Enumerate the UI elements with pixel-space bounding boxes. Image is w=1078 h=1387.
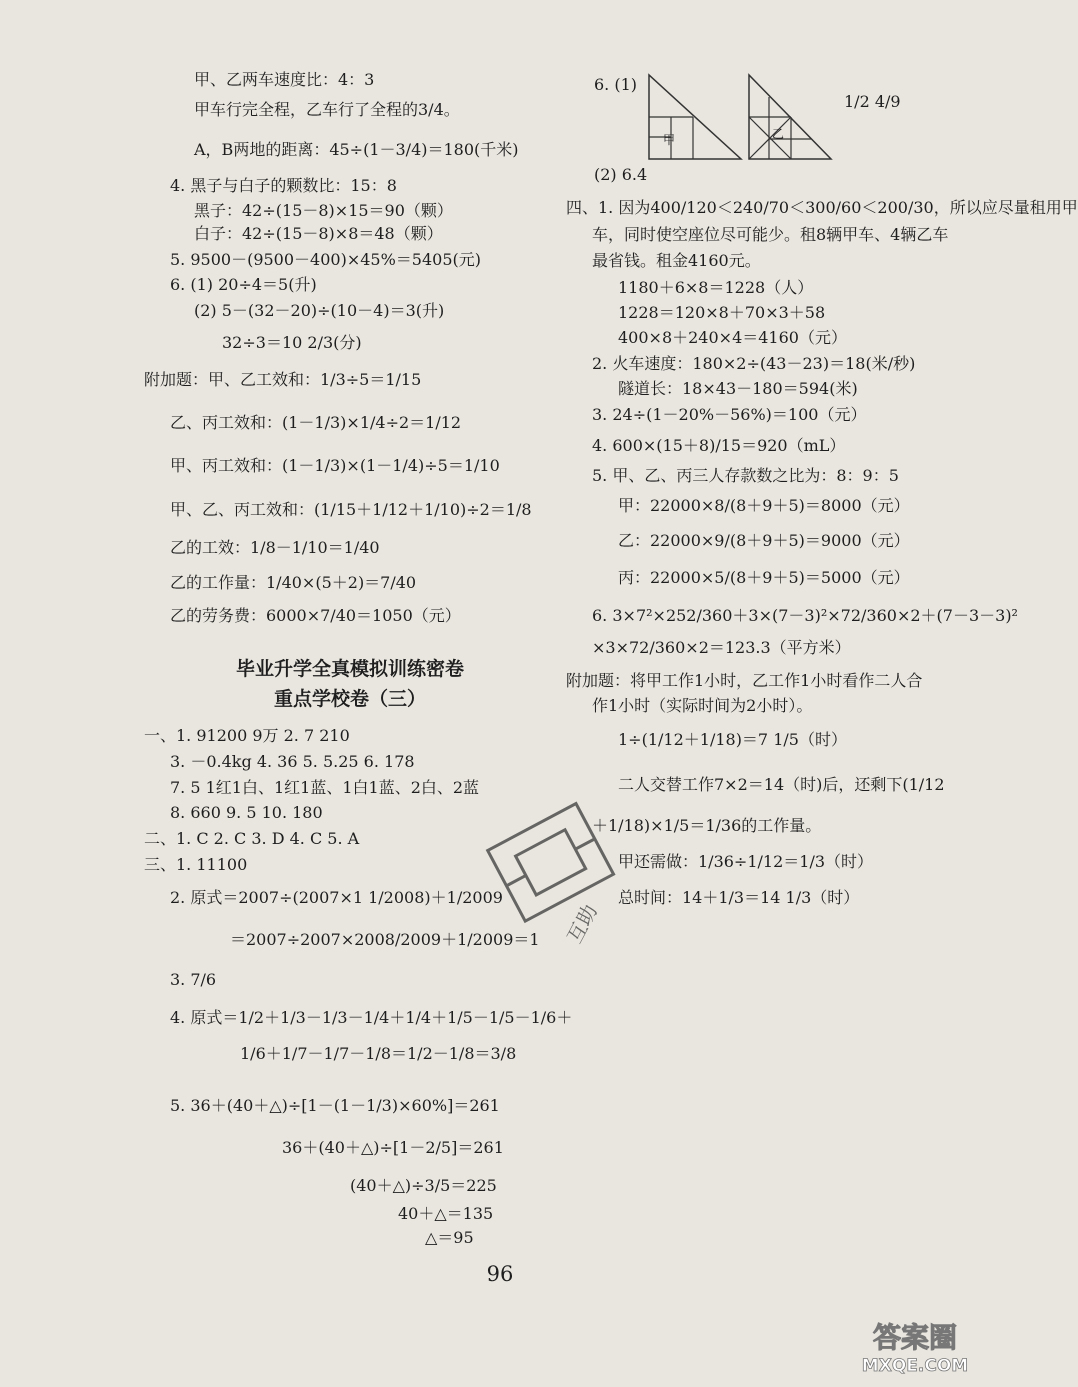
- text-line: 丙：22000×5/(8＋9＋5)＝5000（元）: [618, 568, 910, 587]
- text-line: 1/6＋1/7－1/7－1/8＝1/2－1/8＝3/8: [240, 1044, 517, 1063]
- text-line: ＝2007÷2007×2008/2009＋1/2009＝1: [230, 930, 540, 949]
- text-line: 6. (1): [594, 75, 638, 94]
- watermark-logo: [845, 1317, 985, 1377]
- watermark-url: MXQE.COM: [861, 1356, 969, 1376]
- text-line: 2. 火车速度：180×2÷(43－23)＝18(米/秒): [592, 354, 916, 373]
- text-line: 6. 3×7²×252/360＋3×(7－3)²×72/360×2＋(7－3－3)²: [592, 606, 1018, 625]
- figure-label: 乙: [772, 127, 785, 141]
- text-line: 36＋(40＋△)÷[1－2/5]＝261: [282, 1138, 504, 1157]
- text-line: 4. 原式＝1/2＋1/3－1/3－1/4＋1/4＋1/5－1/5－1/6＋: [170, 1008, 573, 1027]
- text-line: 8. 660 9. 5 10. 180: [170, 803, 323, 822]
- text-line: 1228＝120×8＋70×3＋58: [618, 303, 826, 322]
- text-line: 最省钱。租金4160元。: [592, 251, 761, 270]
- text-line: ＋1/18)×1/5＝1/36的工作量。: [592, 816, 822, 835]
- text-line: 7. 5 1红1白、1红1蓝、1白1蓝、2白、2蓝: [170, 778, 480, 797]
- text-line: 乙的劳务费：6000×7/40＝1050（元）: [170, 606, 461, 625]
- text-line: 2. 原式＝2007÷(2007×1 1/2008)＋1/2009: [170, 888, 503, 907]
- text-line: 二、1. C 2. C 3. D 4. C 5. A: [144, 829, 360, 848]
- stamp-text: 互助: [562, 900, 603, 948]
- text-line: 三、1. 11100: [144, 855, 248, 874]
- triangle-figure-1: [647, 73, 743, 161]
- text-line: 乙的工作量：1/40×(5＋2)＝7/40: [170, 573, 417, 592]
- text-line: 车，同时使空座位尽可能少。租8辆甲车、4辆乙车: [592, 225, 949, 244]
- text-line: (2) 6.4: [594, 165, 648, 184]
- text-line: 3. 24÷(1－20%－56%)＝100（元）: [592, 405, 867, 424]
- text-line: 甲、乙、丙工效和：(1/15＋1/12＋1/10)÷2＝1/8: [170, 500, 532, 519]
- text-line: A，B两地的距离：45÷(1－3/4)＝180(千米): [194, 140, 519, 159]
- text-line: (40＋△)÷3/5＝225: [350, 1176, 497, 1195]
- text-line: 附加题：将甲工作1小时，乙工作1小时看作二人合: [566, 671, 923, 690]
- text-line: 二人交替工作7×2＝14（时)后，还剩下(1/12: [618, 775, 945, 794]
- text-line: 总时间：14＋1/3＝14 1/3（时）: [618, 888, 860, 907]
- text-line: △＝95: [425, 1228, 474, 1247]
- text-line: 黑子：42÷(15－8)×15＝90（颗）: [194, 201, 453, 220]
- section-subtitle: 重点学校卷（三）: [273, 688, 426, 710]
- text-line: 5. 甲、乙、丙三人存款数之比为：8：9：5: [592, 466, 899, 485]
- figure-label: 甲: [663, 133, 676, 147]
- text-line: 甲、乙两车速度比：4：3: [194, 70, 375, 89]
- text-line: 400×8＋240×4＝4160（元）: [618, 328, 847, 347]
- text-line: 4. 黑子与白子的颗数比：15：8: [170, 176, 397, 195]
- text-line: 甲车行完全程，乙车行了全程的3/4。: [194, 100, 460, 119]
- watermark-title: 答案圈: [872, 1321, 958, 1354]
- text-line: (2) 5－(32－20)÷(10－4)＝3(升): [194, 301, 445, 320]
- text-line: 附加题：甲、乙工效和：1/3÷5＝1/15: [144, 370, 422, 389]
- text-line: 3. －0.4kg 4. 36 5. 5.25 6. 178: [170, 752, 415, 771]
- text-line: 乙的工效：1/8－1/10＝1/40: [170, 538, 380, 557]
- stamp-mark: [470, 790, 650, 970]
- triangle-figure-2: [747, 73, 833, 161]
- text-line: 5. 36＋(40＋△)÷[1－(1－1/3)×60%]＝261: [170, 1096, 500, 1115]
- text-line: 1/2 4/9: [844, 92, 901, 111]
- text-line: 甲还需做：1/36÷1/12＝1/3（时）: [618, 852, 874, 871]
- text-line: 32÷3＝10 2/3(分): [222, 333, 362, 352]
- text-line: 一、1. 91200 9万 2. 7 210: [144, 726, 350, 745]
- text-line: 1÷(1/12＋1/18)＝7 1/5（时）: [618, 730, 847, 749]
- text-line: 6. (1) 20÷4＝5(升): [170, 275, 317, 294]
- section-title: 毕业升学全真模拟训练密卷: [235, 658, 464, 680]
- text-line: 四、1. 因为400/120＜240/70＜300/60＜200/30，所以应尽量租用甲: [566, 198, 1078, 217]
- text-line: ×3×72/360×2＝123.3（平方米）: [592, 638, 851, 657]
- text-line: 作1小时（实际时间为2小时）。: [592, 696, 813, 715]
- text-line: 3. 7/6: [170, 970, 217, 989]
- text-line: 乙：22000×9/(8＋9＋5)＝9000（元）: [618, 531, 910, 550]
- text-line: 甲、丙工效和：(1－1/3)×(1－1/4)÷5＝1/10: [170, 456, 500, 475]
- text-line: 5. 9500－(9500－400)×45%＝5405(元): [170, 250, 481, 269]
- text-line: 乙、丙工效和：(1－1/3)×1/4÷2＝1/12: [170, 413, 462, 432]
- text-line: 白子：42÷(15－8)×8＝48（颗）: [194, 224, 443, 243]
- text-line: 40＋△＝135: [398, 1204, 494, 1223]
- text-line: 隧道长：18×43－180＝594(米): [618, 379, 858, 398]
- text-line: 1180＋6×8＝1228（人）: [618, 278, 814, 297]
- page-number: 96: [486, 1262, 514, 1286]
- text-line: 甲：22000×8/(8＋9＋5)＝8000（元）: [618, 496, 910, 515]
- text-line: 4. 600×(15＋8)/15＝920（mL）: [592, 436, 846, 455]
